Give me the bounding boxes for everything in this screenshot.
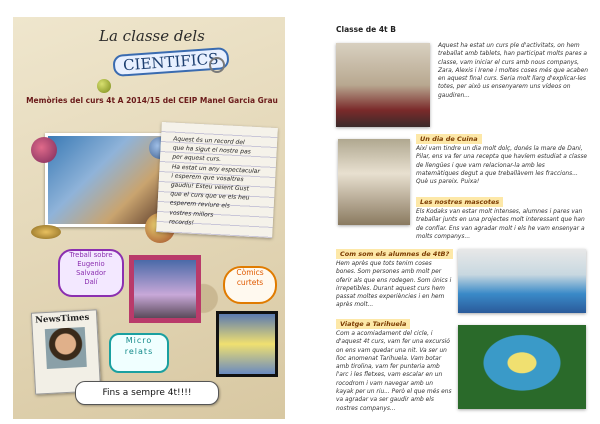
- planet-icon: [31, 225, 61, 239]
- right-page: [330, 17, 592, 419]
- section-heading-pets: Les nostres mascotes: [416, 197, 503, 207]
- section-heading-cooking: Un dia de Cuina: [416, 134, 482, 144]
- note-text: [169, 134, 272, 231]
- globe-icon: [31, 137, 57, 163]
- portrait-photo: [45, 327, 87, 369]
- class-group-photo: [336, 43, 430, 127]
- trip-text: Com a acomiadament del cicle, i d'aquest 4t curs, vam fer una excursió on ens vam quedar una nit. Va ser un lloc anomenat Tarihuela. Vam botar amb tirolina, vam fer punteria amb l'arc i les fletxes, vam escalar en un rocodrom i vam navegar amb un kayak per un riu... Però el que més ens va agradar va ser gaudir amb els nostres companys...: [336, 331, 452, 412]
- comics-bubble: [223, 266, 277, 304]
- section-heading-trip: Viatge a Tarihuela: [336, 319, 410, 329]
- note-line: gaudiu! Esteu veient Gust: [170, 181, 250, 193]
- farewell-text: Fins a sempre 4t!!!!: [102, 388, 192, 398]
- comic-photo: [216, 311, 278, 377]
- note-line: que ha sigut el nostre pas: [172, 144, 251, 156]
- note-line: records!: [168, 218, 194, 227]
- page-subtitle: Memòries del curs 4t A 2014/15 del CEIP Manel Garcia Grau: [26, 96, 278, 105]
- newspaper-title: NewsTimes: [35, 312, 90, 326]
- bubble-line: relats: [124, 347, 154, 356]
- bubble-line: curtets: [236, 278, 264, 287]
- note-line: vostres millors: [169, 209, 214, 219]
- microstories-bubble: [109, 333, 169, 373]
- bubble-line: Treball sobre: [69, 251, 113, 259]
- students-group-photo: [458, 249, 586, 313]
- note-line: per aquest curs.: [172, 153, 222, 164]
- students-text: Hem après que tots tenim coses bones. Som persones amb molt per oferir als que ens rodegen. Som únics i irrepetibles. Durant aquest curs hem passat moltes experiències i en hem après molt...: [336, 261, 452, 309]
- dali-painting-photo: [129, 255, 201, 323]
- class-heading: Classe de 4t B: [336, 25, 396, 34]
- planet-icon: [97, 79, 111, 93]
- trip-photo: [458, 325, 586, 409]
- note-line: Aquest és un record del: [173, 135, 245, 147]
- note-line: i esperem que vosaltres: [171, 172, 244, 184]
- bubble-line: Micro: [125, 336, 153, 345]
- cooking-text: Així vam tindre un dia molt dolç, donés la mare de Dani, Pilar, ens va fer una recepta que havíem estudiat a classe de llengües i que vam relacionar-la amb les matemàtiques degut a que treballàvem les fraccions... Què us pareix. Puixa!: [416, 146, 588, 186]
- section-heading-students: Com som els alumnes de 4tB?: [336, 249, 453, 259]
- cooking-photo: [338, 139, 410, 225]
- pets-text: Els Kodaks van estar molt intenses, alumnes i pares van treballar junts en una projectes molt interessant que han de confiar. Ens van agradar molt i els he vam ensenyar a molts companys...: [416, 209, 585, 240]
- atom-icon: [209, 57, 225, 73]
- bubble-line: Còmics: [236, 268, 264, 277]
- title-line-1: La classe dels: [99, 27, 205, 45]
- left-page: [13, 17, 285, 419]
- intro-text: Aquest ha estat un curs ple d'activitats, on hem treballat amb tablets, han participat molts pares a classe, vam iniciar el curs amb nous companys, Zara, Alexis i Irene i moltes coses més que acaben en aquest final curs. Seria molt llarg d'explicar-les totes, per això us ensenyarem uns vídeos on gaudiren...: [438, 43, 588, 99]
- note-line: Ha estat un any espectacular: [171, 163, 261, 175]
- farewell-banner: [75, 381, 219, 405]
- bubble-line: Eugenio: [77, 260, 105, 268]
- bubble-line: Dalí: [84, 278, 98, 286]
- title-line-2: CIENTIFICS: [112, 47, 229, 77]
- bubble-line: Salvador: [76, 269, 106, 277]
- note-line: que el curs que ve els heu: [170, 190, 250, 202]
- note-line: esperem reviure els: [169, 199, 230, 210]
- dali-bubble: [58, 249, 124, 297]
